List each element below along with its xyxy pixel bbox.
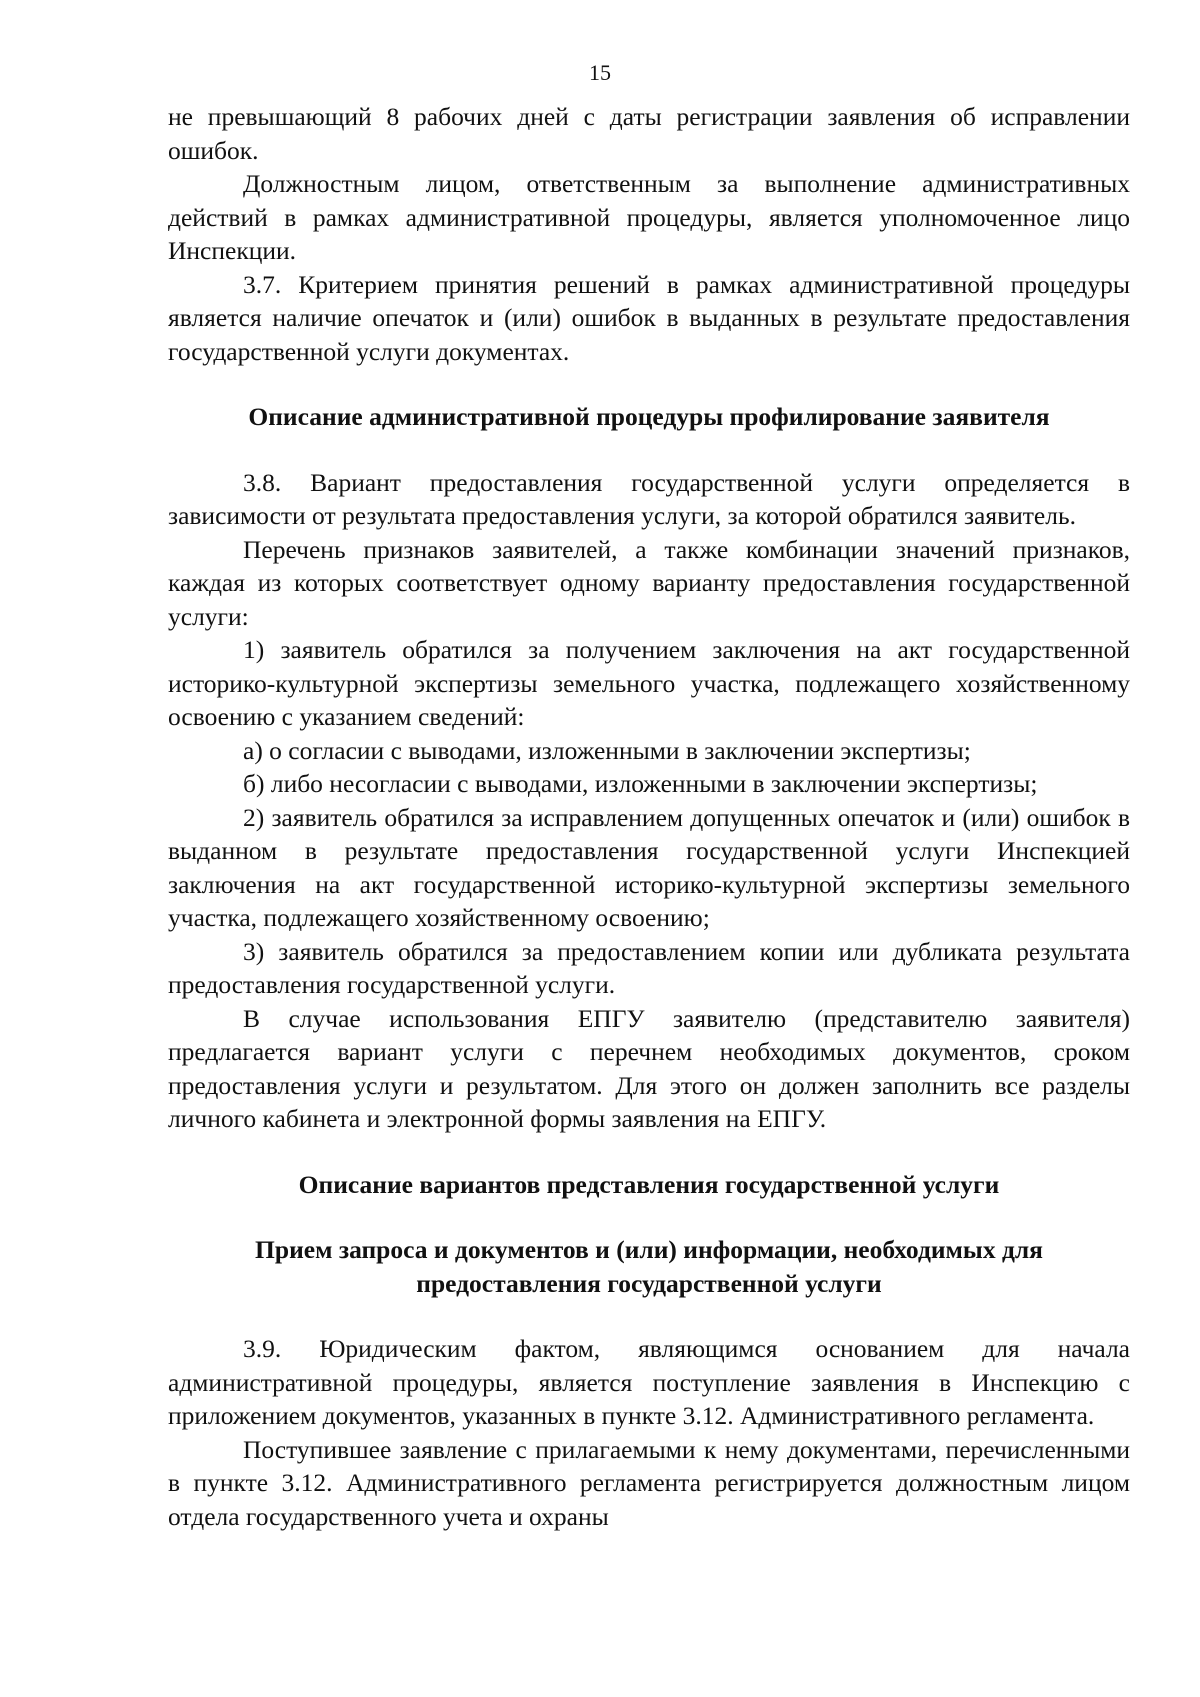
paragraph: 1) заявитель обратился за получением заключения на акт государственной историко-культурной экспертизы земельного участка, подлежащего хозяйственному освоению с указанием сведений: (168, 635, 1130, 731)
document-body (168, 100, 1130, 1533)
spacer (168, 1201, 1130, 1233)
paragraph: Перечень признаков заявителей, а также комбинации значений признаков, каждая из которых соответствует одному варианту предоставления государственной услуги: (168, 534, 1130, 631)
paragraph: 3.8. Вариант предоставления государственной услуги определяется в зависимости от результата предоставления услуги, за которой обратился заявитель. (168, 467, 1130, 530)
page-number: 15 (589, 60, 611, 85)
section-heading: Описание административной процедуры профилирование заявителя (248, 402, 1050, 431)
spacer (168, 368, 1130, 400)
spacer (168, 434, 1130, 466)
paragraph: В случае использования ЕПГУ заявителю (представителю заявителя) предлагается вариант услуги с перечнем необходимых документов, сроком предоставления услуги и результатом. Для этого он должен заполнить все разделы личного кабинета и электронной формы заявления на ЕПГУ. (168, 1003, 1130, 1133)
paragraph: не превышающий 8 рабочих дней с даты регистрации заявления об исправлении ошибок. (168, 102, 1130, 165)
spacer (168, 1136, 1130, 1168)
paragraph: Должностным лицом, ответственным за выполнение административных действий в рамках административной процедуры, является уполномоченное лицо Инспекции. (168, 169, 1130, 265)
section-heading: Описание вариантов представления государственной услуги (298, 1169, 1000, 1199)
paragraph: 3.9. Юридическим фактом, являющимся основанием для начала административной процедуры, является поступление заявления в Инспекцию с приложением документов, указанных в пункте 3.12. Административного регламента. (168, 1334, 1130, 1430)
paragraph: 3) заявитель обратился за предоставлением копии или дубликата результата предоставления государственной услуги. (168, 936, 1130, 999)
paragraph: 3.7. Критерием принятия решений в рамках административной процедуры является наличие опечаток и (или) ошибок в выданных в результате предоставления государственной услуги документах. (168, 269, 1130, 366)
paragraph: б) либо несогласии с выводами, изложенными в заключении экспертизы; (243, 769, 1038, 798)
section-heading: Прием запроса и документов и (или) информации, необходимых для предоставления государственной услуги (255, 1235, 1043, 1298)
spacer (168, 1300, 1130, 1332)
paragraph: а) о согласии с выводами, изложенными в заключении экспертизы; (243, 735, 971, 765)
paragraph: 2) заявитель обратился за исправлением допущенных опечаток и (или) ошибок в выданном в результате предоставления государственной услуги Инспекцией заключения на акт государственной историко-культурной экспертизы земельного участка, подлежащего хозяйственному освоению; (168, 802, 1130, 932)
paragraph: Поступившее заявление с прилагаемыми к нему документами, перечисленными в пункте 3.12. Административного регламента регистрируется должностным лицом отдела государственного учета и охраны (168, 1434, 1130, 1531)
